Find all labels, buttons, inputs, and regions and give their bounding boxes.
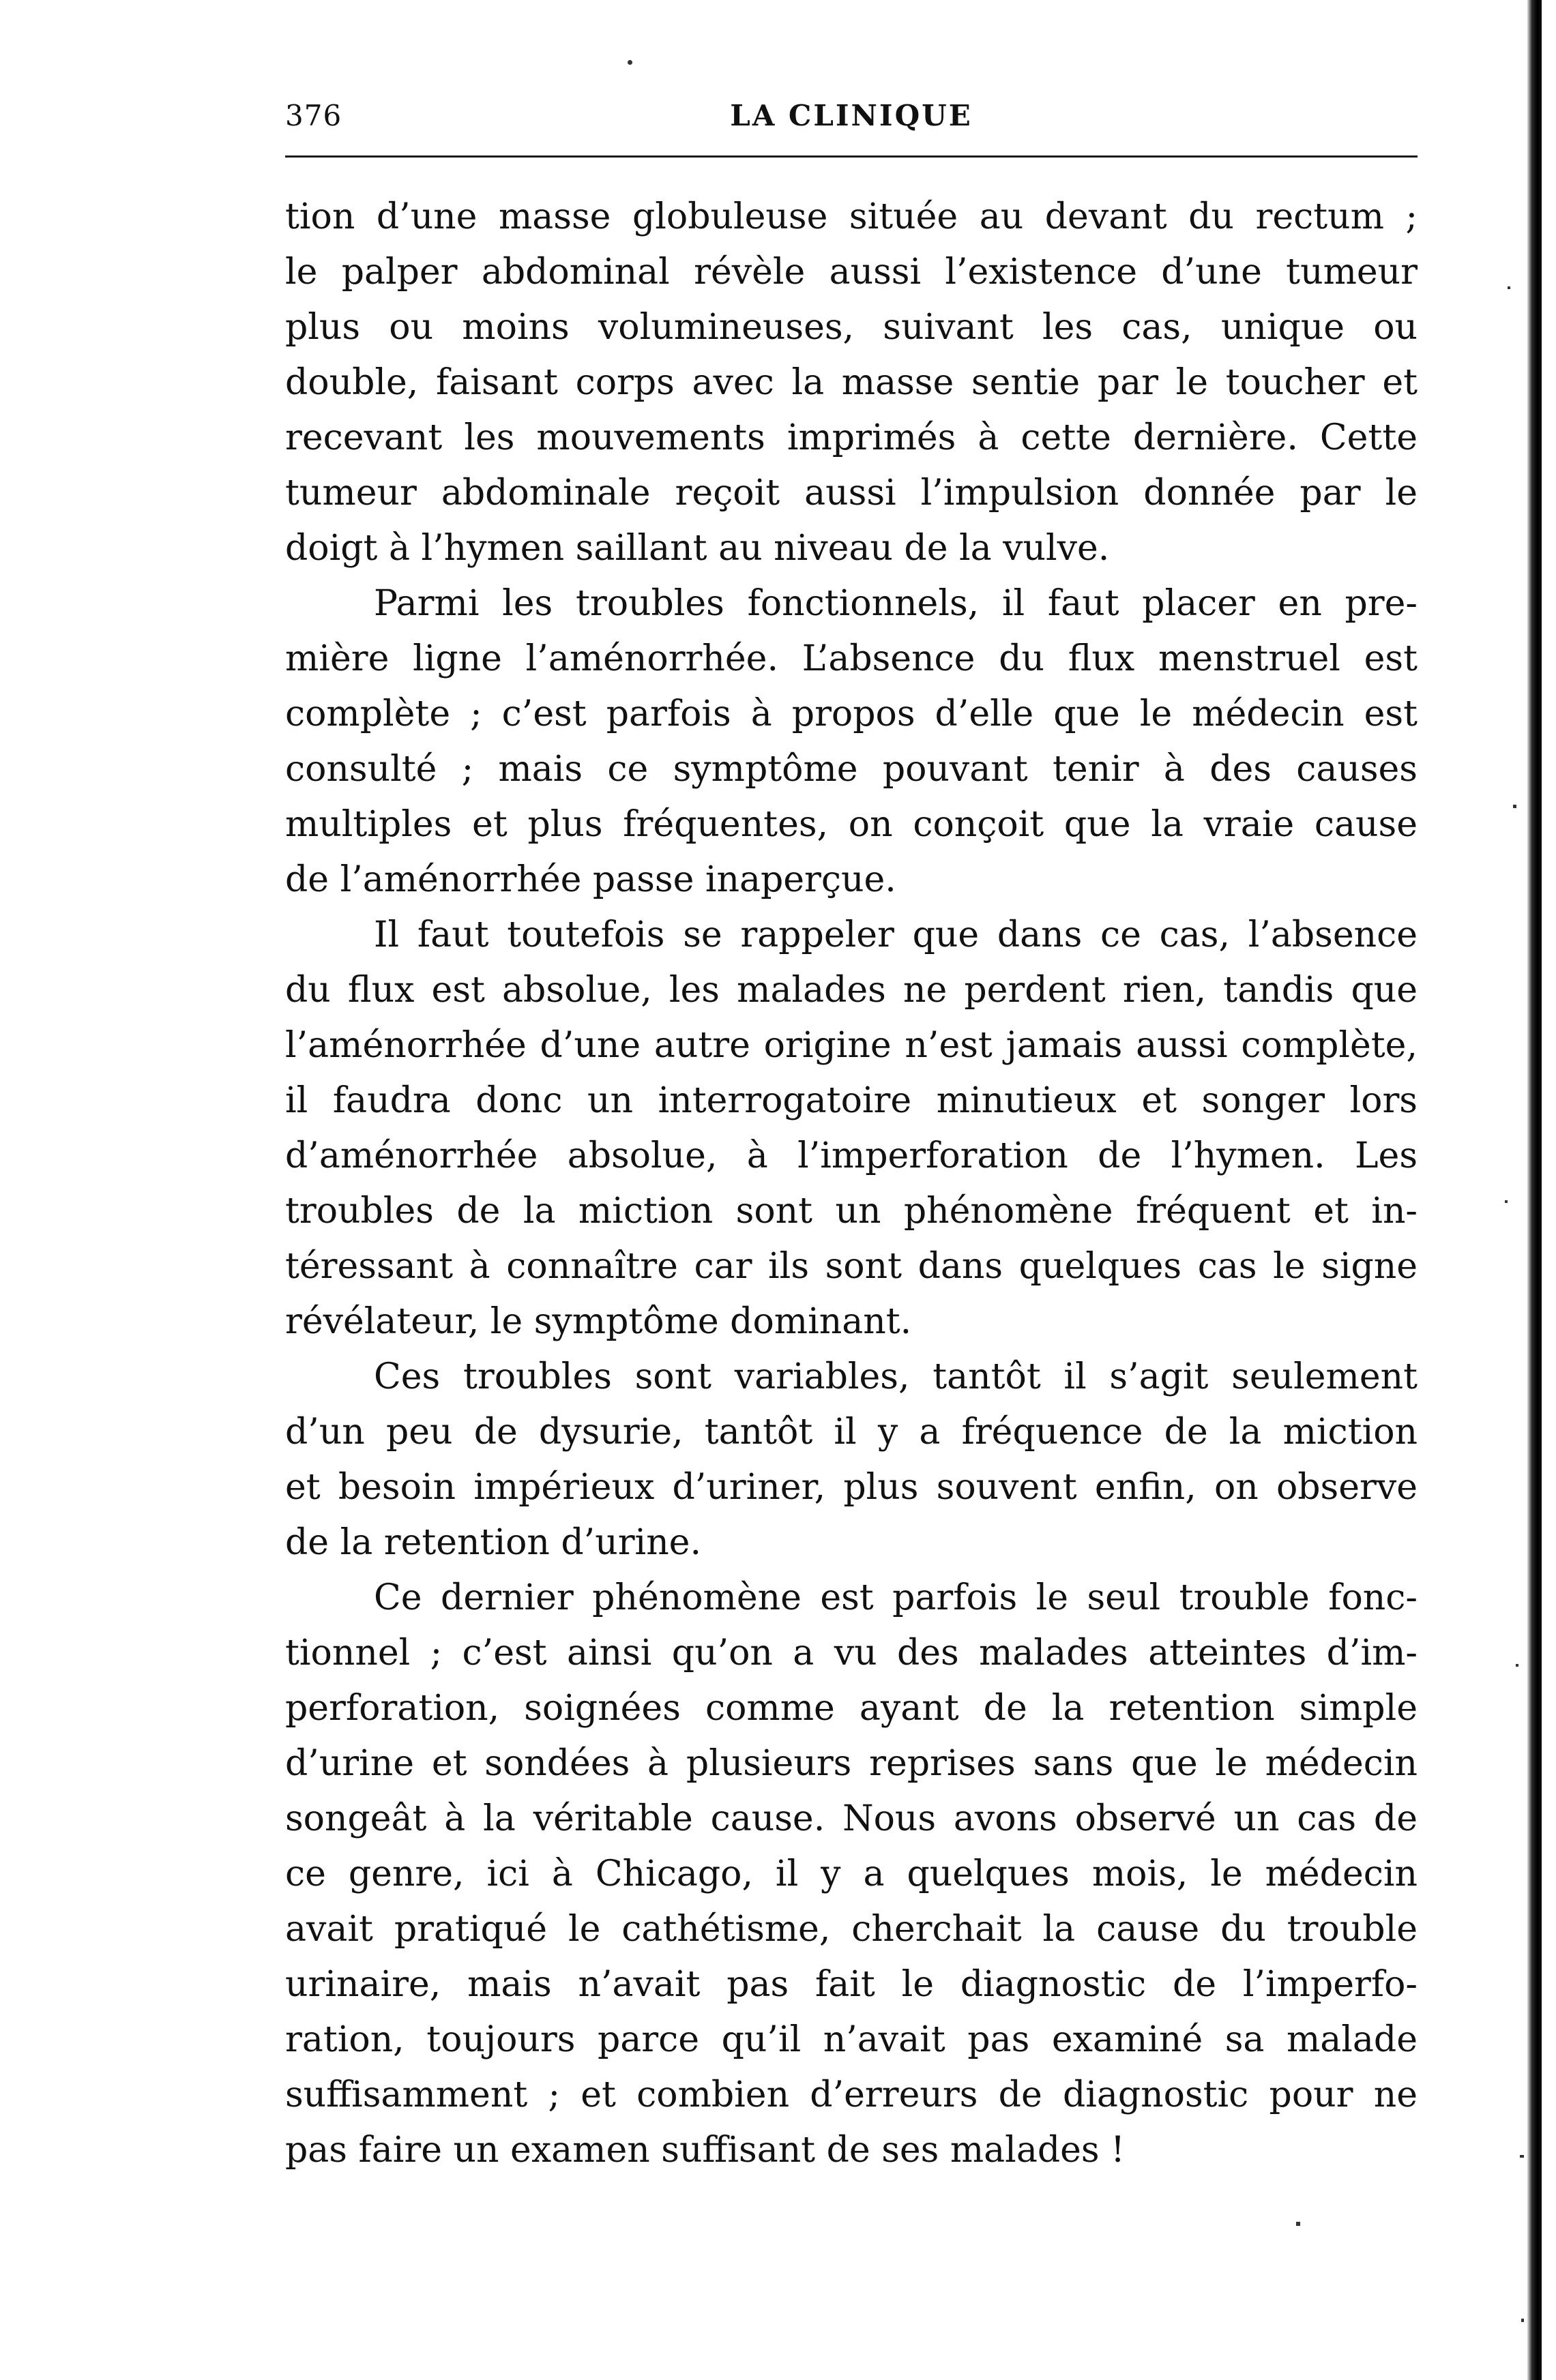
text-line: mière ligne l’aménorrhée. L’absence du flux menstruel est bbox=[285, 638, 1418, 679]
text-line: d’urine et sondées à plusieurs reprises sans que le médecin bbox=[285, 1743, 1418, 1784]
text-line: d’aménorrhée absolue, à l’imperforation de l’hymen. Les bbox=[285, 1135, 1418, 1176]
paragraph-5 bbox=[285, 1571, 1418, 2178]
text-line: Parmi les troubles fonctionnels, il faut placer en pre- bbox=[374, 583, 1418, 624]
paragraph-1 bbox=[285, 190, 1418, 576]
text-line: plus ou moins volumineuses, suivant les cas, unique ou bbox=[285, 307, 1418, 348]
text-line: il faudra donc un interrogatoire minutieux et songer lors bbox=[285, 1080, 1418, 1121]
text-line: multiples et plus fréquentes, on conçoit que la vraie cause bbox=[285, 804, 1418, 845]
text-line: avait pratiqué le cathétisme, cherchait la cause du trouble bbox=[285, 1909, 1418, 1950]
text-line: le palper abdominal révèle aussi l’existence d’une tumeur bbox=[285, 252, 1418, 293]
text-line: Ce dernier phénomène est parfois le seul trouble fonc- bbox=[374, 1577, 1418, 1618]
text-line: révélateur, le symptôme dominant. bbox=[285, 1301, 912, 1342]
text-line: songeât à la véritable cause. Nous avons observé un cas de bbox=[285, 1798, 1418, 1839]
text-line: l’aménorrhée d’une autre origine n’est jamais aussi complète, bbox=[285, 1025, 1418, 1066]
text-line: complète ; c’est parfois à propos d’elle que le médecin est bbox=[285, 694, 1418, 734]
text-line: tionnel ; c’est ainsi qu’on a vu des malades atteintes d’im- bbox=[285, 1633, 1418, 1674]
paragraph-2 bbox=[285, 576, 1418, 908]
text-line: urinaire, mais n’avait pas fait le diagnostic de l’imperfo- bbox=[285, 1964, 1418, 2005]
paragraph-3 bbox=[285, 908, 1418, 1350]
header-rule bbox=[285, 155, 1418, 158]
text-line: téressant à connaître car ils sont dans quelques cas le signe bbox=[285, 1246, 1418, 1287]
text-line: double, faisant corps avec la masse sentie par le toucher et bbox=[285, 362, 1418, 403]
text-line: suffisamment ; et combien d’erreurs de diagnostic pour ne bbox=[285, 2074, 1418, 2115]
text-line: Il faut toutefois se rappeler que dans ce cas, l’absence bbox=[374, 914, 1418, 955]
text-line: ce genre, ici à Chicago, il y a quelques mois, le médecin bbox=[285, 1854, 1418, 1894]
text-line: et besoin impérieux d’uriner, plus souvent enfin, on observe bbox=[285, 1467, 1418, 1508]
text-line: pas faire un examen suffisant de ses malades ! bbox=[285, 2130, 1125, 2171]
text-line: doigt à l’hymen saillant au niveau de la vulve. bbox=[285, 528, 1110, 569]
text-line: tion d’une masse globuleuse située au devant du rectum ; bbox=[285, 196, 1418, 237]
text-line: Ces troubles sont variables, tantôt il s’agit seulement bbox=[374, 1356, 1418, 1397]
text-line: de l’aménorrhée passe inaperçue. bbox=[285, 859, 896, 900]
body-text bbox=[285, 190, 1418, 2178]
journal-title: LA CLINIQUE bbox=[730, 99, 973, 132]
page-number: 376 bbox=[285, 99, 342, 132]
text-line: ration, toujours parce qu’il n’avait pas examiné sa malade bbox=[285, 2019, 1418, 2060]
scan-binding-edge bbox=[1527, 0, 1542, 2380]
text-line: recevant les mouvements imprimés à cette dernière. Cette bbox=[285, 417, 1418, 458]
text-line: consulté ; mais ce symptôme pouvant tenir à des causes bbox=[285, 749, 1418, 790]
text-line: perforation, soignées comme ayant de la retention simple bbox=[285, 1688, 1418, 1729]
scan-edge-specks bbox=[1501, 0, 1528, 2380]
text-line: troubles de la miction sont un phénomène fréquent et in- bbox=[285, 1191, 1418, 1232]
text-line: du flux est absolue, les malades ne perdent rien, tandis que bbox=[285, 970, 1418, 1011]
text-line: tumeur abdominale reçoit aussi l’impulsion donnée par le bbox=[285, 473, 1418, 514]
paragraph-4 bbox=[285, 1350, 1418, 1571]
text-line: d’un peu de dysurie, tantôt il y a fréquence de la miction bbox=[285, 1412, 1418, 1453]
running-head bbox=[285, 95, 1418, 136]
ink-speck bbox=[628, 60, 632, 65]
text-line: de la retention d’urine. bbox=[285, 1522, 701, 1563]
